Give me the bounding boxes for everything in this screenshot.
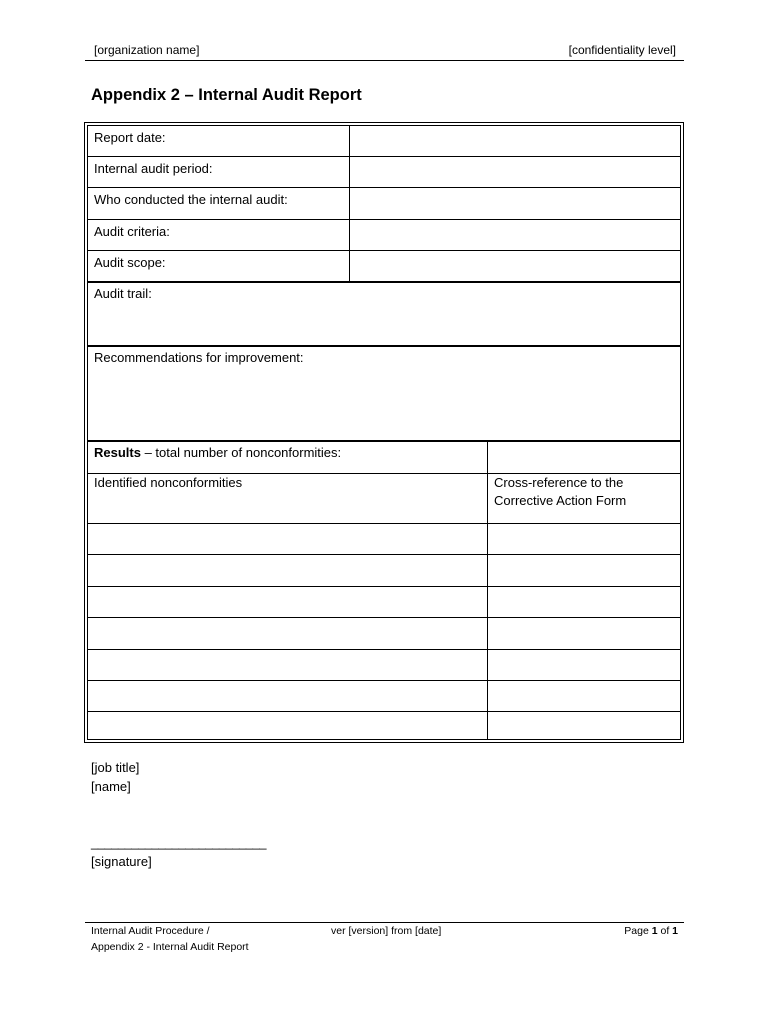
- nonconformities-header: Identified nonconformities: [88, 474, 488, 523]
- crossref-cell[interactable]: [488, 618, 680, 649]
- page-total: 1: [672, 925, 678, 937]
- form-inner-border: [87, 125, 681, 740]
- nonconformity-cell[interactable]: [88, 650, 488, 680]
- nonconformity-cell[interactable]: [88, 618, 488, 649]
- table-row: [88, 555, 680, 587]
- nonconformity-cell[interactable]: [88, 555, 488, 586]
- job-title: [job title]: [91, 760, 140, 775]
- signature-label: [signature]: [91, 854, 152, 869]
- footer-version: ver [version] from [date]: [331, 925, 442, 937]
- nonconformity-cell[interactable]: [88, 712, 488, 739]
- crossref-header-line1: Cross-reference to the: [494, 475, 624, 490]
- nonconformities-header-row: [88, 474, 680, 524]
- results-label: [88, 442, 488, 473]
- report-date-label: Report date:: [88, 126, 350, 156]
- crossref-header: [488, 474, 680, 523]
- nonconformity-cell[interactable]: [88, 681, 488, 711]
- auditor-label: Who conducted the internal audit:: [88, 188, 350, 219]
- page-prefix: Page: [624, 925, 652, 937]
- organization-name: [organization name]: [94, 43, 200, 57]
- footer-doc-line2: Appendix 2 - Internal Audit Report: [91, 941, 249, 953]
- results-count-field[interactable]: [488, 442, 680, 473]
- page-current: 1: [651, 925, 658, 937]
- recommendations-row: [88, 347, 680, 442]
- crossref-cell[interactable]: [488, 681, 680, 711]
- crossref-cell[interactable]: [488, 712, 680, 739]
- table-row: [88, 587, 680, 618]
- signer-name: [name]: [91, 779, 131, 794]
- page-of: of: [657, 925, 673, 937]
- audit-trail-label: Audit trail:: [94, 286, 152, 301]
- audit-period-label: Internal audit period:: [88, 157, 350, 187]
- nonconformity-cell[interactable]: [88, 587, 488, 617]
- audit-trail-row: [88, 283, 680, 347]
- crossref-header-line2: Corrective Action Form: [494, 493, 627, 508]
- audit-period-row: [88, 157, 680, 188]
- auditor-row: [88, 188, 680, 220]
- auditor-field[interactable]: [350, 188, 680, 219]
- nonconformity-cell[interactable]: [88, 524, 488, 554]
- report-date-row: [88, 126, 680, 157]
- recommendations-field[interactable]: [88, 347, 680, 440]
- audit-scope-row: [88, 251, 680, 283]
- footer-doc-line1: Internal Audit Procedure /: [91, 925, 210, 937]
- crossref-cell[interactable]: [488, 587, 680, 617]
- results-label-rest: – total number of nonconformities:: [140, 445, 342, 460]
- audit-criteria-row: [88, 220, 680, 251]
- audit-criteria-label: Audit criteria:: [88, 220, 350, 250]
- report-date-field[interactable]: [350, 126, 680, 156]
- signature-line: __________________________: [91, 835, 266, 850]
- audit-criteria-field[interactable]: [350, 220, 680, 250]
- table-row: [88, 681, 680, 712]
- results-label-bold: Results: [94, 445, 141, 460]
- audit-scope-label: Audit scope:: [88, 251, 350, 281]
- crossref-cell[interactable]: [488, 555, 680, 586]
- header-divider: [85, 60, 684, 61]
- results-row: [88, 442, 680, 474]
- document-title: Appendix 2 – Internal Audit Report: [91, 86, 362, 104]
- footer-page-number: [624, 923, 678, 939]
- recommendations-label: Recommendations for improvement:: [94, 350, 304, 365]
- audit-report-form: [84, 122, 684, 743]
- audit-trail-field[interactable]: [88, 283, 680, 345]
- audit-period-field[interactable]: [350, 157, 680, 187]
- table-row: [88, 524, 680, 555]
- table-row: [88, 650, 680, 681]
- footer-document-name: [91, 923, 249, 955]
- confidentiality-level: [confidentiality level]: [568, 43, 676, 57]
- crossref-cell[interactable]: [488, 650, 680, 680]
- table-row: [88, 712, 680, 739]
- audit-scope-field[interactable]: [350, 251, 680, 281]
- table-row: [88, 618, 680, 650]
- crossref-cell[interactable]: [488, 524, 680, 554]
